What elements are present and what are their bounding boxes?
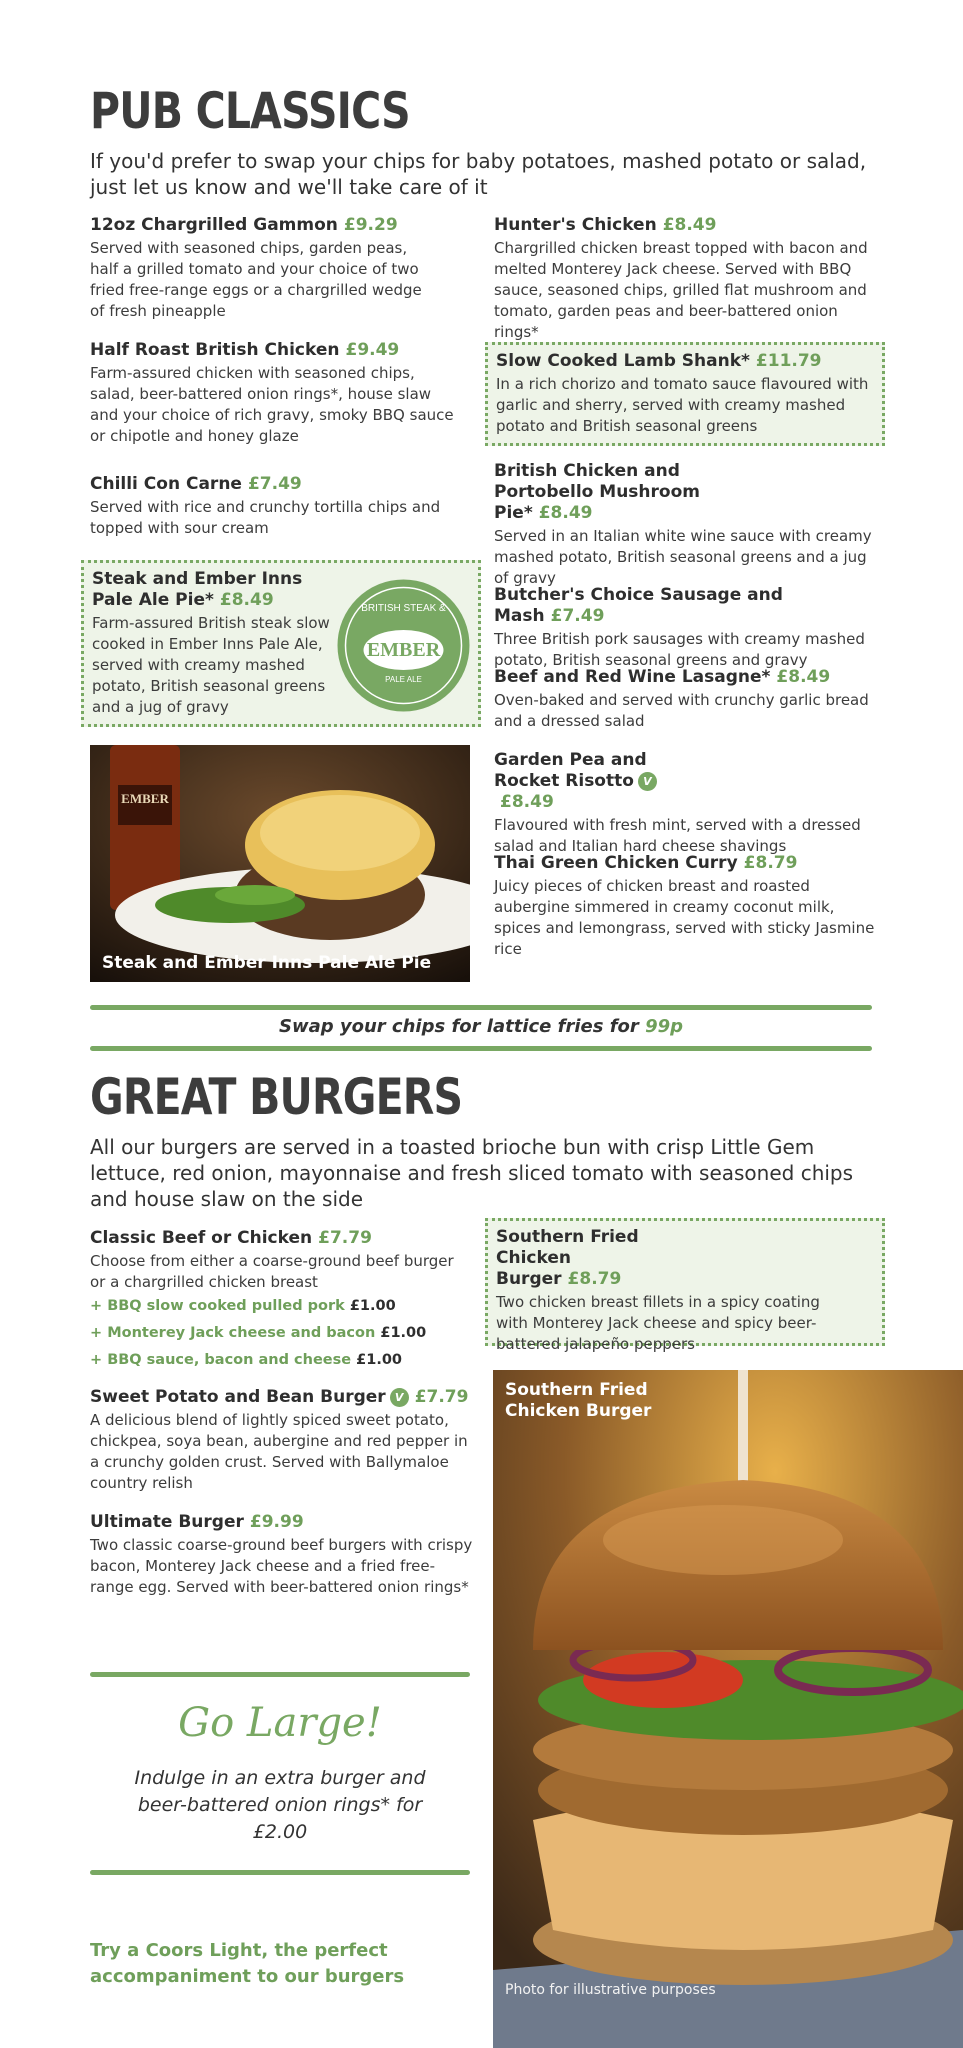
menu-item-chicken-mushroom-pie (494, 461, 879, 589)
item-price: £7.49 (550, 606, 605, 626)
item-description: Three British pork sausages with creamy mashed potato, British seasonal greens and gravy (494, 630, 865, 669)
great-burgers-intro: All our burgers are served in a toasted brioche bun with crisp Little Gem lettuce, red onion, mayonnaise and fresh sliced tomato with seasoned chips and house slaw on the side (90, 1135, 854, 1211)
item-price: £9.99 (249, 1512, 304, 1532)
menu-item-roast-chicken (90, 340, 460, 447)
item-description: Farm-assured British steak slow cooked in Ember Inns Pale Ale, served with creamy mashed potato, British seasonal greens and a jug of gravy (92, 614, 330, 716)
item-price: £8.49 (662, 215, 717, 235)
ember-pale-ale-badge (336, 578, 471, 713)
addon-price: £1.00 (380, 1325, 427, 1341)
coors-promo-text: Try a Coors Light, the perfect accompaniment to our burgers (90, 1940, 405, 1987)
menu-item-ultimate-burger (90, 1512, 475, 1598)
divider-line (90, 1672, 470, 1677)
menu-item-gammon (90, 215, 440, 322)
featured-box-southern-fried (485, 1218, 885, 1353)
addon-option (90, 1320, 470, 1347)
go-large-title: Go Large! (178, 1700, 382, 1746)
item-price: £11.79 (755, 351, 822, 371)
burger-photo (493, 1370, 963, 2048)
addon-label: + BBQ sauce, bacon and cheese (90, 1352, 352, 1368)
go-large-text: Indulge in an extra burger and beer-battered onion rings* for £2.00 (134, 1767, 426, 1843)
item-description: Two chicken breast fillets in a spicy coating with Monterey Jack cheese and spicy beer-battered jalapeño peppers (496, 1293, 820, 1353)
ember-badge-icon (336, 578, 471, 713)
item-name: Classic Beef or Chicken (90, 1228, 313, 1248)
menu-item-hunters-chicken (494, 215, 879, 343)
item-description: Flavoured with fresh mint, served with a dressed salad and Italian hard cheese shavings (494, 816, 861, 855)
item-name: Slow Cooked Lamb Shank* (496, 351, 750, 371)
item-description: Chargrilled chicken breast topped with bacon and melted Monterey Jack cheese. Served with BBQ sauce, seasoned chips, grilled flat mushroom and tomato, garden peas and beer-battered onion rings* (494, 239, 868, 341)
item-price: £7.79 (318, 1228, 372, 1248)
menu-item-chilli (90, 474, 460, 539)
menu-item-risotto (494, 750, 879, 857)
divider-line (90, 1046, 872, 1051)
addon-option (90, 1347, 470, 1374)
menu-item-classic-burger (90, 1228, 470, 1374)
pub-classics-title: PUB CLASSICS (90, 82, 410, 140)
item-name: Steak and Ember Inns Pale Ale Pie* (92, 569, 303, 610)
item-price: £8.79 (743, 853, 798, 873)
item-price: £8.49 (219, 590, 274, 610)
swap-price: 99p (645, 1016, 683, 1037)
pie-photo-caption: Steak and Ember Inns Pale Ale Pie (102, 953, 432, 973)
menu-item-sweet-potato-burger (90, 1387, 470, 1494)
swap-text: Swap your chips for lattice fries for (278, 1016, 639, 1037)
item-description: A delicious blend of lightly spiced sweet potato, chickpea, soya bean, aubergine and red pepper in a crunchy golden crust. Served with Ballymaloe country relish (90, 1411, 468, 1492)
addon-option (90, 1293, 470, 1320)
item-price: £7.49 (247, 474, 302, 494)
addon-label: + Monterey Jack cheese and bacon (90, 1325, 376, 1341)
item-description: Served with rice and crunchy tortilla chips and topped with sour cream (90, 498, 441, 537)
burger-photo-caption: Southern Fried Chicken Burger (505, 1380, 652, 1421)
item-price: £9.29 (343, 215, 398, 235)
item-name: Hunter's Chicken (494, 215, 657, 235)
item-price: £8.49 (538, 503, 593, 523)
menu-item-thai-curry (494, 853, 879, 960)
item-price: £8.49 (776, 667, 831, 687)
item-description: Choose from either a coarse-ground beef burger or a chargrilled chicken breast (90, 1252, 454, 1291)
item-name: Butcher's Choice Sausage and Mash (494, 585, 783, 626)
item-name: British Chicken and Portobello Mushroom Pie* (494, 461, 700, 523)
badge-bottom-text: PALE ALE (385, 675, 422, 684)
item-description: Farm-assured chicken with seasoned chips, salad, beer-battered onion rings*, house slaw and your choice of rich gravy, smoky BBQ sauce or chipotle and honey glaze (90, 364, 454, 445)
item-description: Oven-baked and served with crunchy garlic bread and a dressed salad (494, 691, 869, 730)
pub-classics-intro: If you'd prefer to swap your chips for baby potatoes, mashed potato or salad, just let us know and we'll take care of it (90, 149, 867, 199)
pie-photo-image (90, 745, 470, 982)
badge-top-text: BRITISH STEAK & (361, 603, 446, 614)
item-name: Ultimate Burger (90, 1512, 244, 1532)
item-name: Sweet Potato and Bean Burger (90, 1387, 386, 1407)
featured-box-steak-pie (81, 560, 481, 727)
menu-item-sausage-mash (494, 585, 879, 671)
item-name: Thai Green Chicken Curry (494, 853, 738, 873)
vegetarian-icon: V (390, 1388, 409, 1407)
item-name: Chilli Con Carne (90, 474, 242, 494)
featured-box-lamb-shank (485, 342, 885, 446)
addon-label: + BBQ slow cooked pulled pork (90, 1298, 345, 1314)
item-description: Juicy pieces of chicken breast and roasted aubergine simmered in creamy coconut milk, spices and lemongrass, served with sticky Jasmine rice (494, 877, 875, 958)
vegetarian-icon: V (638, 772, 657, 791)
item-price: £8.79 (567, 1269, 622, 1289)
steak-pie-photo (90, 745, 470, 982)
item-name: Southern Fried Chicken Burger (496, 1227, 639, 1289)
item-price: £9.49 (345, 340, 400, 360)
item-description: Served in an Italian white wine sauce with creamy mashed potato, British seasonal greens and a jug of gravy (494, 527, 872, 587)
addon-price: £1.00 (356, 1352, 403, 1368)
photo-disclaimer: Photo for illustrative purposes (505, 1982, 716, 1998)
addon-price: £1.00 (349, 1298, 396, 1314)
item-name: Garden Pea and Rocket Risotto (494, 750, 647, 791)
item-name: 12oz Chargrilled Gammon (90, 215, 338, 235)
item-description: Two classic coarse-ground beef burgers with crispy bacon, Monterey Jack cheese and a fried free-range egg. Served with beer-battered onion rings* (90, 1536, 473, 1596)
item-description: Served with seasoned chips, garden peas, half a grilled tomato and your choice of two fried free-range eggs or a chargrilled wedge of fresh pineapple (90, 239, 422, 320)
menu-item-lasagne (494, 667, 879, 732)
item-price: £7.79 (414, 1387, 469, 1407)
item-description: In a rich chorizo and tomato sauce flavoured with garlic and sherry, served with creamy mashed potato and British seasonal greens (496, 375, 869, 435)
item-price: £8.49 (500, 792, 554, 812)
divider-line (90, 1005, 872, 1010)
item-name: Beef and Red Wine Lasagne* (494, 667, 771, 687)
glass-label-text: EMBER (121, 791, 169, 806)
burger-photo-image (493, 1370, 963, 2048)
badge-brand-text: EMBER (366, 639, 441, 661)
swap-banner (90, 1016, 872, 1037)
great-burgers-title: GREAT BURGERS (90, 1068, 463, 1126)
item-name: Half Roast British Chicken (90, 340, 340, 360)
divider-line (90, 1870, 470, 1875)
